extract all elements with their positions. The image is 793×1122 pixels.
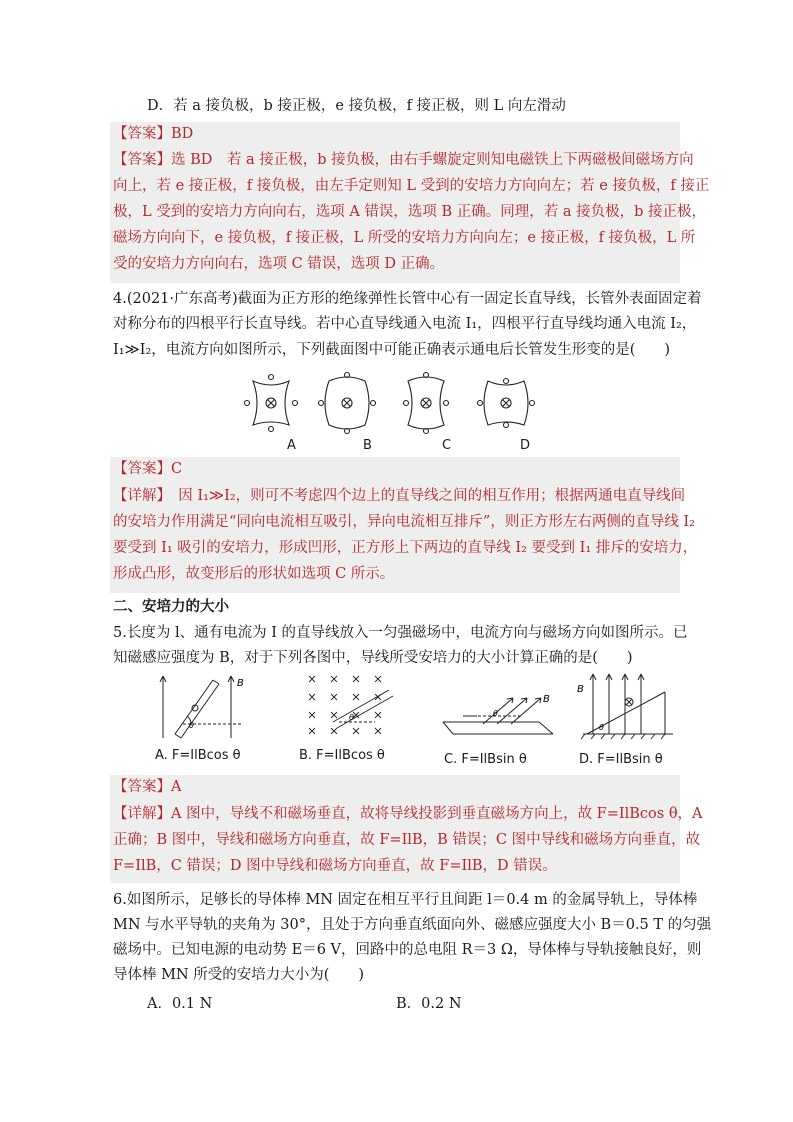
q6-stem-line: 磁场中。已知电源的电动势 E＝6 V，回路中的总电阻 R＝3 Ω，导体棒与导轨接触良好，则 xyxy=(113,942,702,958)
q4-answer-box xyxy=(110,457,698,593)
q5-detail-line: F=IlB，C 错误；D 图中导线和磁场方向垂直，故 F=IlB，D 错误。 xyxy=(113,858,557,874)
q6-option-a: A．0.1 N xyxy=(147,996,213,1012)
q5-fig-b-theta: θ xyxy=(349,713,354,722)
q6-stem-line: MN 与水平导轨的夹角为 30°，且处于方向垂直纸面向外、磁感应强度大小 B＝0.5 T 的匀强 xyxy=(113,917,712,933)
q5-fig-b xyxy=(309,676,393,734)
q4-figure xyxy=(233,370,553,455)
q5-fig-c xyxy=(443,698,553,734)
q4-stem-line: 对称分布的四根平行长直导线。若中心直导线通入电流 I₁，四根平行直导线均通入电流 I₂， xyxy=(113,316,697,332)
q3-option-d: D．若 a 接负极，b 接正极，e 接负极，f 接正极，则 L 向左滑动 xyxy=(147,98,566,114)
q4-detail-line: 的安培力作用满足“同向电流相互吸引，异向电流相互排斥”，则正方形左右两侧的直导线 I₂ xyxy=(113,514,695,530)
q4-label-d: D xyxy=(520,438,531,453)
q4-stem-line: I₁≫I₂，电流方向如图所示，下列截面图中可能正确表示通电后长管发生形变的是( ) xyxy=(113,342,671,358)
q5-fig-c-b-label: B xyxy=(543,694,550,705)
q5-fig-d xyxy=(581,674,673,739)
q5-answer: 【答案】A xyxy=(113,779,182,795)
q4-label-a: A xyxy=(287,438,296,453)
q6-option-b: B．0.2 N xyxy=(396,996,462,1012)
q5-fig-d-theta: θ xyxy=(599,723,604,732)
q4-shape-d xyxy=(478,379,535,428)
q4-detail-line: 要受到 I₁ 吸引的安培力，形成凹形，正方形上下两边的直导线 I₂ 要受到 I₁ 排斥的安培力， xyxy=(113,540,698,556)
q4-shape-a xyxy=(245,375,298,432)
q5-stem-line: 5.长度为 l、通有电流为 I 的直导线放入一匀强磁场中，电流方向与磁场方向如图所示。已 xyxy=(113,625,688,641)
q3-detail-line: 向上，若 e 接正极，f 接负极，由左手定则知 L 受到的安培力方向向左；若 e 接负极，f 接正 xyxy=(113,178,710,194)
section-title: 二、安培力的大小 xyxy=(113,598,229,615)
q5-detail-line: 【详解】A 图中，导线不和磁场垂直，故将导线投影到垂直磁场方向上，故 F=IlBcos θ，A xyxy=(113,806,703,822)
q5-caption-a: A. F=IlBcos θ xyxy=(155,748,241,763)
q4-shape-b xyxy=(319,373,376,434)
q3-detail-line: 磁场方向向下，e 接负极，f 接正极，L 所受的安培力方向向左；e 接正极，f 接负极，L 所 xyxy=(113,230,696,246)
q5-caption-b: B. F=IlBcos θ xyxy=(299,748,385,763)
q3-detail-line: 受的安培力方向向右，选项 C 错误，选项 D 正确。 xyxy=(113,256,445,272)
q4-label-b: B xyxy=(363,438,372,453)
q6-stem-line: 导体棒 MN 所受的安培力大小为( ) xyxy=(113,967,365,983)
q5-fig-a xyxy=(160,676,241,738)
q4-detail-line: 【详解】 因 I₁≫I₂，则可不考虑四个边上的直导线之间的相互作用；根据两通电直导线间 xyxy=(113,488,686,504)
q5-stem-line: 知磁感应强度为 B，对于下列各图中，导线所受安培力的大小计算正确的是( ) xyxy=(113,650,633,666)
q4-detail-line: 形成凸形，故变形后的形状如选项 C 所示。 xyxy=(113,566,395,582)
q6-stem-line: 6.如图所示，足够长的导体棒 MN 固定在相互平行且间距 l＝0.4 m 的金属导轨上，导体棒 xyxy=(113,892,698,908)
q5-fig-a-theta: θ xyxy=(189,721,194,730)
q5-caption-c: C. F=IlBsin θ xyxy=(444,752,527,767)
q5-figure xyxy=(153,672,675,744)
q3-detail-line: 极，L 受到的安培力方向向右，选项 A 错误，选项 B 正确。同理，若 a 接负极，b 接正极， xyxy=(113,204,707,220)
q5-fig-d-b-label: B xyxy=(577,684,584,695)
q5-detail-line: 正确；B 图中，导线和磁场方向垂直，故 F=IlB，B 错误；C 图中导线和磁场方向垂直，故 xyxy=(113,832,701,848)
q5-fig-a-b-label: B xyxy=(237,678,244,689)
q3-detail-line: 【答案】选 BD 若 a 接正极，b 接负极，由右手螺旋定则知电磁铁上下两磁极间磁场方向 xyxy=(113,152,694,168)
q5-fig-c-theta: θ xyxy=(493,709,498,718)
q4-answer: 【答案】C xyxy=(113,461,183,477)
q5-answer-box xyxy=(110,775,703,883)
q3-answer-box xyxy=(110,122,710,283)
q5-caption-d: D. F=IlBsin θ xyxy=(579,752,663,767)
q3-answer: 【答案】BD xyxy=(113,126,194,142)
q4-stem-line: 4.(2021·广东高考)截面为正方形的绝缘弹性长管中心有一固定长直导线，长管外表面固定着 xyxy=(113,291,702,307)
q4-label-c: C xyxy=(442,438,452,453)
q4-shape-c xyxy=(404,373,449,434)
